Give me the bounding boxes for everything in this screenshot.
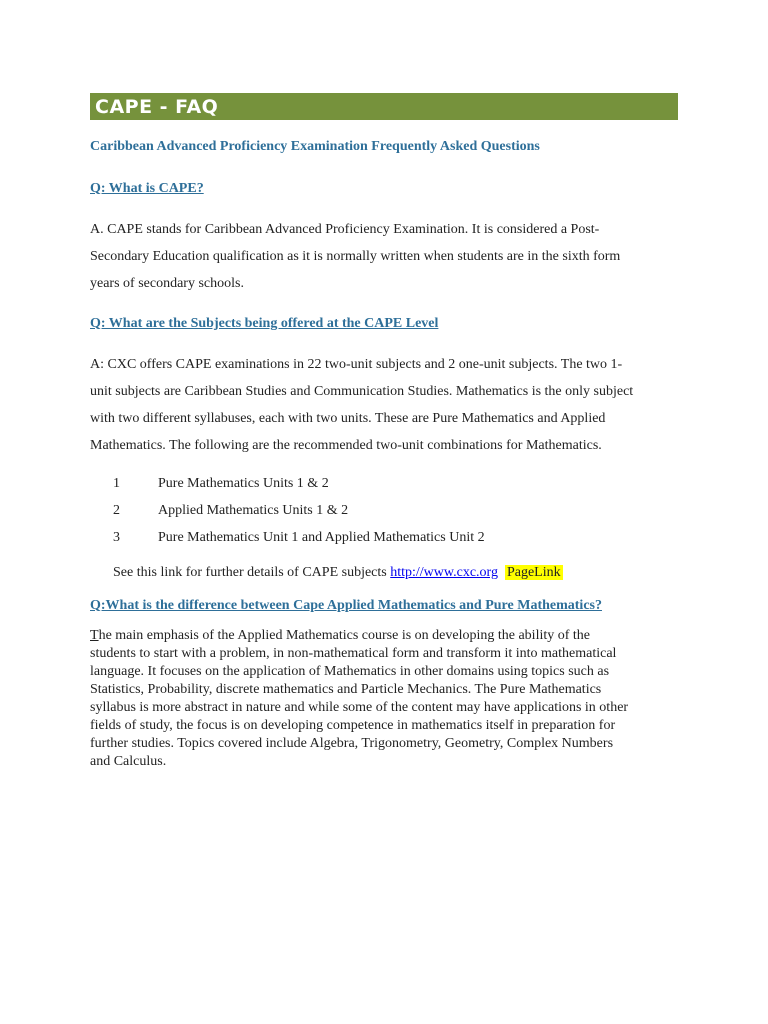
answer-line: further studies. Topics covered include Algebra, Trigonometry, Geometry, Complex Numbers [90, 736, 614, 751]
answer-line: students to start with a problem, in non-mathematical form and transform it into mathematical [90, 646, 617, 661]
list-item-number: 3 [113, 530, 120, 545]
list-item [113, 470, 678, 497]
answer-line: Statistics, Probability, discrete mathematics and Particle Mechanics. The Pure Mathematics [90, 682, 602, 697]
answer-line: language. It focuses on the application of Mathematics in other domains using topics such as [90, 664, 610, 679]
answer-line: unit subjects are Caribbean Studies and Communication Studies. Mathematics is the only subject [90, 384, 634, 399]
list-item-text: Applied Mathematics Units 1 & 2 [158, 503, 349, 518]
further-details-text: See this link for further details of CAPE subjects [113, 565, 391, 580]
question-subjects-offered: Q: What are the Subjects being offered at the CAPE Level [90, 316, 439, 331]
answer-line: and Calculus. [90, 754, 167, 769]
list-item-text: Pure Mathematics Unit 1 and Applied Mathematics Unit 2 [158, 530, 485, 545]
list-item-number: 1 [113, 476, 120, 491]
answer-line: Mathematics. The following are the recommended two-unit combinations for Mathematics. [90, 438, 602, 453]
pagelink-highlight[interactable]: PageLink [506, 565, 561, 580]
list-item-number: 2 [113, 503, 120, 518]
question-what-is-cape: Q: What is CAPE? [90, 181, 204, 196]
title-bar [90, 93, 678, 120]
answer-line: fields of study, the focus is on developing competence in mathematics itself in preparation for [90, 718, 616, 733]
list-item [113, 497, 678, 524]
answer-line: years of secondary schools. [90, 276, 244, 291]
question-applied-vs-pure: Q:What is the difference between Cape Applied Mathematics and Pure Mathematics? [90, 598, 602, 613]
answer-subjects-offered [90, 351, 678, 459]
page-title: CAPE - FAQ [95, 95, 219, 118]
page-subtitle: Caribbean Advanced Proficiency Examination Frequently Asked Questions [90, 139, 540, 154]
answer-first-letter: T [90, 628, 99, 643]
cxc-link[interactable]: http://www.cxc.org [390, 565, 498, 580]
list-item [113, 524, 678, 551]
answer-line: A. CAPE stands for Caribbean Advanced Proficiency Examination. It is considered a Post- [90, 222, 600, 237]
math-combinations-list [113, 470, 678, 551]
answer-line [90, 627, 678, 645]
answer-line: with two different syllabuses, each with two units. These are Pure Mathematics and Applied [90, 411, 606, 426]
answer-line: A: CXC offers CAPE examinations in 22 two-unit subjects and 2 one-unit subjects. The two 1- [90, 357, 623, 372]
answer-line-rest: he main emphasis of the Applied Mathematics course is on developing the ability of the [98, 628, 591, 643]
answer-applied-vs-pure [90, 627, 678, 771]
document-page [90, 93, 678, 771]
answer-line: Secondary Education qualification as it is normally written when students are in the sixth form [90, 249, 621, 264]
list-item-text: Pure Mathematics Units 1 & 2 [158, 476, 329, 491]
further-details-line [113, 562, 678, 584]
answer-line: syllabus is more abstract in nature and while some of the content may have applications in other [90, 700, 629, 715]
answer-what-is-cape [90, 216, 678, 297]
